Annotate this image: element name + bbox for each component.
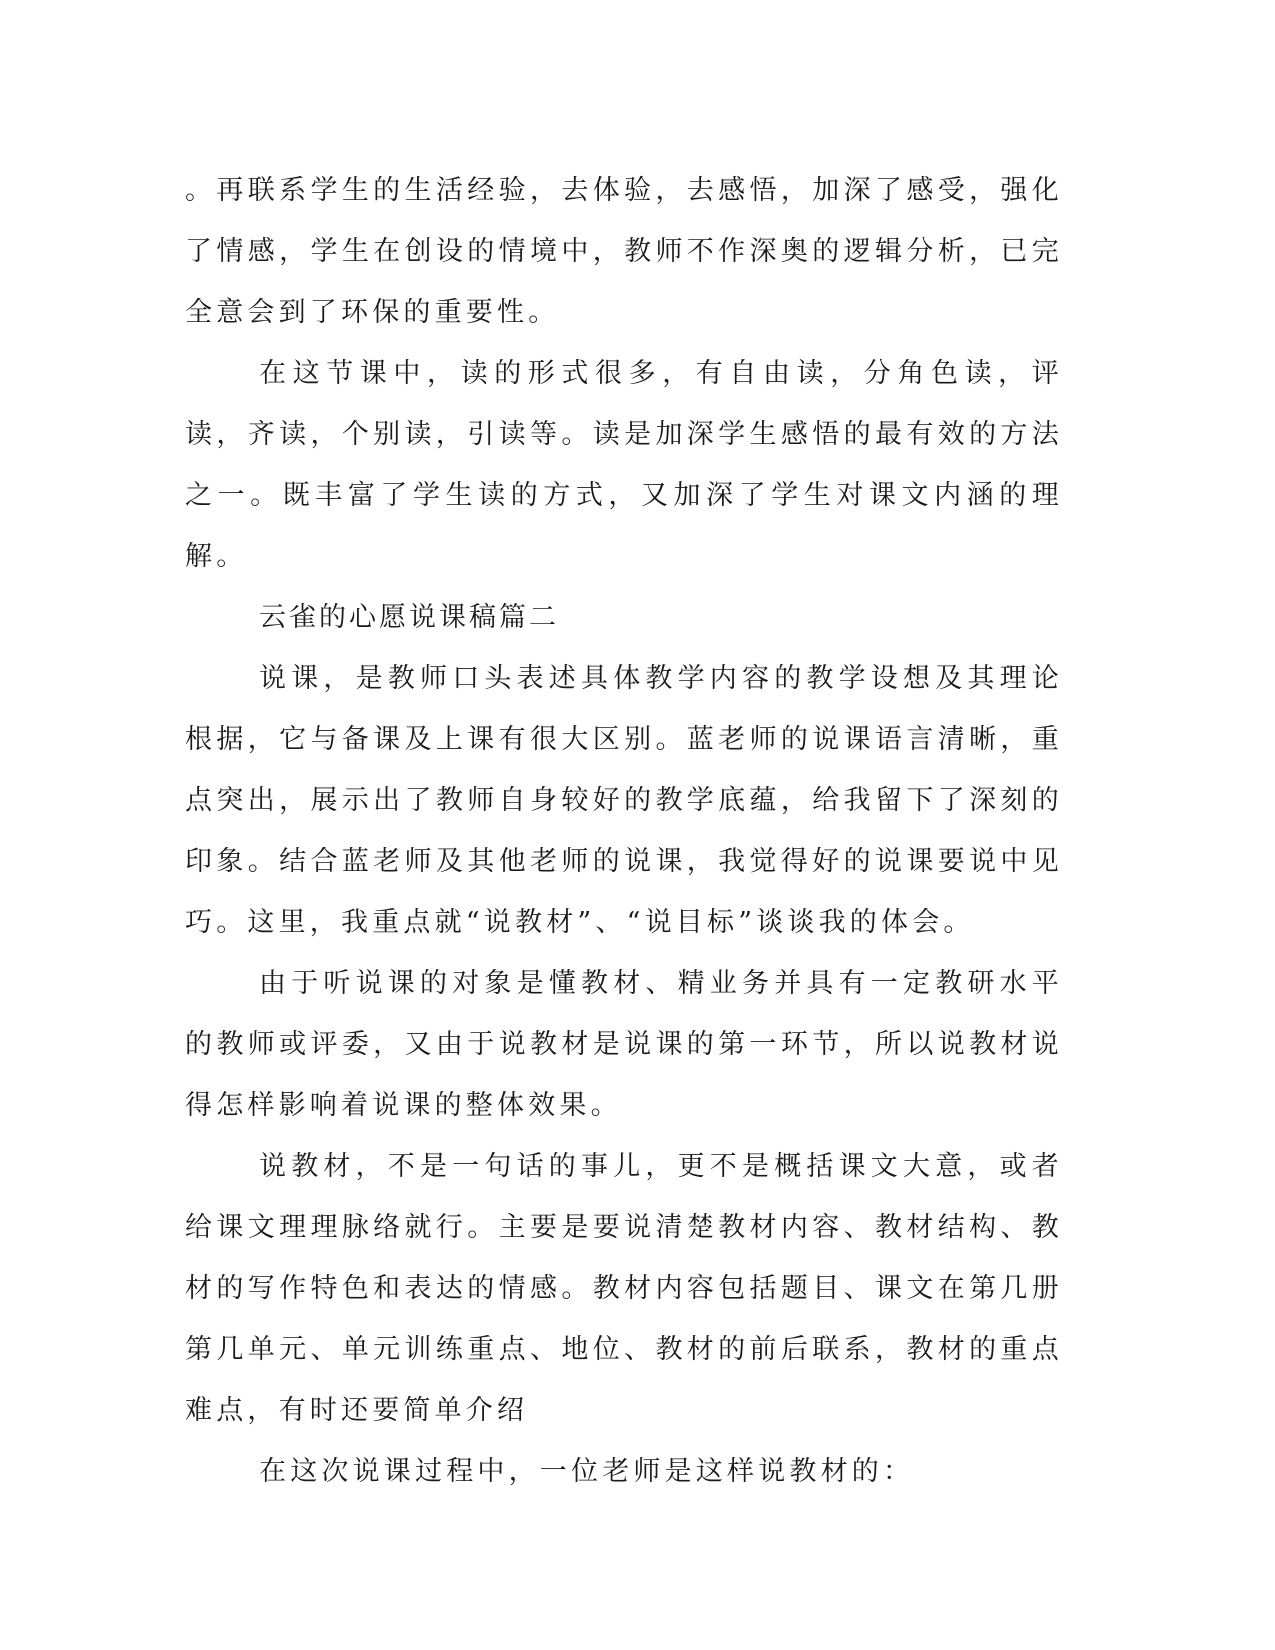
paragraph-reading-forms: 在这节课中，读的形式很多，有自由读，分角色读，评读，齐读，个别读，引读等。读是加深学生感悟的最有效的方法之一。既丰富了学生读的方式，又加深了学生对课文内涵的理解。	[185, 358, 1063, 572]
paragraph-teaching-material: 说教材，不是一句话的事儿，更不是概括课文大意，或者给课文理理脉络就行。主要是要说清楚教材内容、教材结构、教材的写作特色和表达的情感。教材内容包括题目、课文在第几册第几单元、单元训练重点、地位、教材的前后联系，教材的重点难点，有时还要简单介绍	[185, 1151, 1063, 1426]
paragraph-audience: 由于听说课的对象是懂教材、精业务并具有一定教研水平的教师或评委，又由于说教材是说课的第一环节，所以说教材说得怎样影响着说课的整体效果。	[185, 968, 1063, 1121]
paragraph-continuation: 。再联系学生的生活经验，去体验，去感悟，加深了感受，强化了情感，学生在创设的情境中，教师不作深奥的逻辑分析，已完全意会到了环保的重要性。	[185, 175, 1063, 328]
paragraph-lesson-intro: 说课，是教师口头表述具体教学内容的教学设想及其理论根据，它与备课及上课有很大区别。蓝老师的说课语言清晰，重点突出，展示出了教师自身较好的教学底蕴，给我留下了深刻的印象。结合蓝老师及其他老师的说课，我觉得好的说课要说中见巧。这里，我重点就“说教材”、“说目标”谈谈我的体会。	[185, 663, 1063, 938]
document-body	[185, 160, 1063, 1502]
paragraph-example-intro: 在这次说课过程中，一位老师是这样说教材的：	[259, 1456, 915, 1487]
section-heading: 云雀的心愿说课稿篇二	[259, 602, 559, 633]
